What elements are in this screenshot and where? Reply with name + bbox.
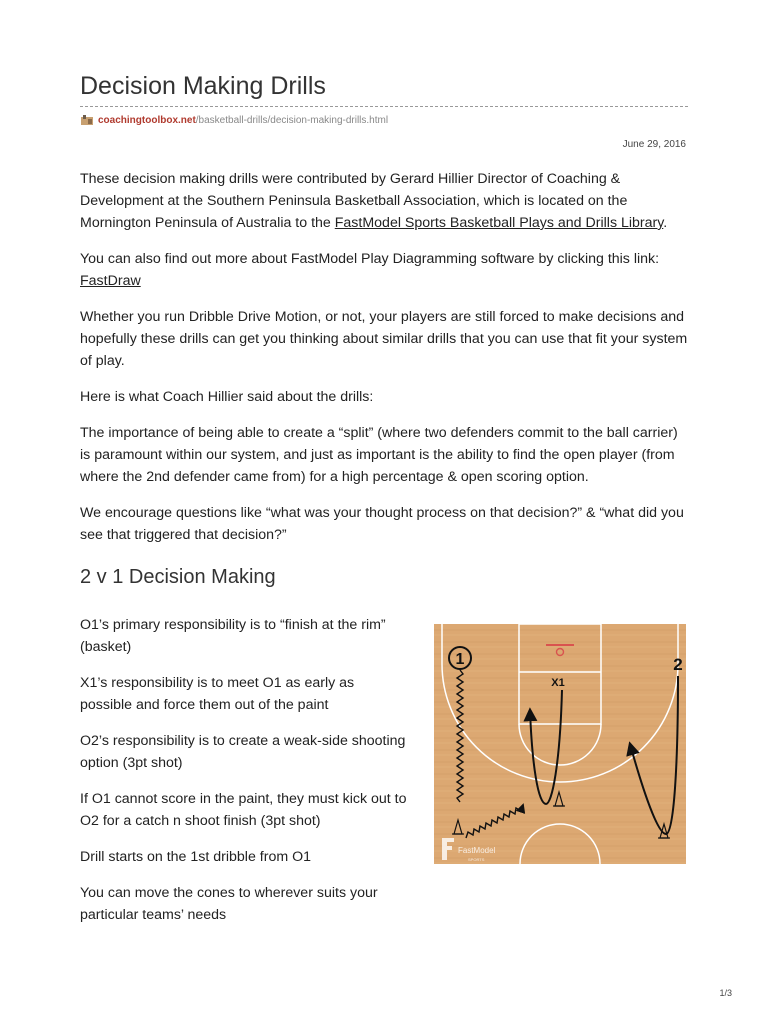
intro-paragraph-6: We encourage questions like “what was your thought process on that decision?” & “what did you see that triggered that decision?” <box>80 505 684 543</box>
source-path[interactable]: /basketball-drills/decision-making-drills.html <box>195 114 389 126</box>
title-divider <box>80 106 688 107</box>
fastdraw-link[interactable]: FastDraw <box>80 273 141 289</box>
intro-paragraph-2 <box>80 248 690 292</box>
publish-date: June 29, 2016 <box>622 139 686 150</box>
intro-paragraph-1 <box>80 168 690 234</box>
intro-p2-text: You can also find out more about FastModel Play Diagramming software by clicking this link: <box>80 251 660 267</box>
intro-paragraph-4: Here is what Coach Hillier said about the drills: <box>80 389 374 405</box>
drill-points <box>80 614 410 940</box>
drill-point: O2’s responsibility is to create a weak-side shooting option (3pt shot) <box>80 733 406 771</box>
intro-paragraph-3: Whether you run Dribble Drive Motion, or not, your players are still forced to make decisions and hopefully these drills can get you thinking about similar drills that you can use that fit your system of play. <box>80 309 688 369</box>
drill-point: Drill starts on the 1st dribble from O1 <box>80 849 312 865</box>
defender-label: X1 <box>551 677 565 689</box>
drill-point: You can move the cones to wherever suits your particular teams’ needs <box>80 885 378 923</box>
source-url[interactable] <box>80 114 388 126</box>
player-2-label: 2 <box>673 655 683 674</box>
drill-diagram <box>434 624 686 864</box>
watermark-sub: SPORTS <box>468 857 485 862</box>
fastmodel-library-link[interactable]: FastModel Sports Basketball Plays and Drills Library <box>334 215 664 231</box>
intro-section <box>80 168 690 560</box>
intro-p1-end: . <box>663 215 668 231</box>
intro-paragraph-5: The importance of being able to create a “split” (where two defenders commit to the ball carrier) is paramount within our system, and just as important is the ability to find the open player (from where the 2nd defender came from) for a high percentage & open scoring option. <box>80 425 678 485</box>
page-title: Decision Making Drills <box>80 72 326 100</box>
source-domain[interactable]: coachingtoolbox.net <box>98 114 196 126</box>
page-number: 1/3 <box>719 988 732 998</box>
site-favicon-icon <box>80 114 94 126</box>
intro-p1-text: These decision making drills were contributed by Gerard Hillier Director of Coaching & Development at the Southern Peninsula Basketball Association, which is located on the Mornington Peninsula of Australia to the <box>80 171 628 231</box>
player-1-label: 1 <box>455 651 465 668</box>
drill-point: O1’s primary responsibility is to “finish at the rim” (basket) <box>80 617 386 655</box>
drill-point: If O1 cannot score in the paint, they must kick out to O2 for a catch n shoot finish (3pt shot) <box>80 791 407 829</box>
watermark-brand: FastModel <box>458 846 496 855</box>
drill-point: X1’s responsibility is to meet O1 as early as possible and force them out of the paint <box>80 675 355 713</box>
section-heading: 2 v 1 Decision Making <box>80 566 276 588</box>
